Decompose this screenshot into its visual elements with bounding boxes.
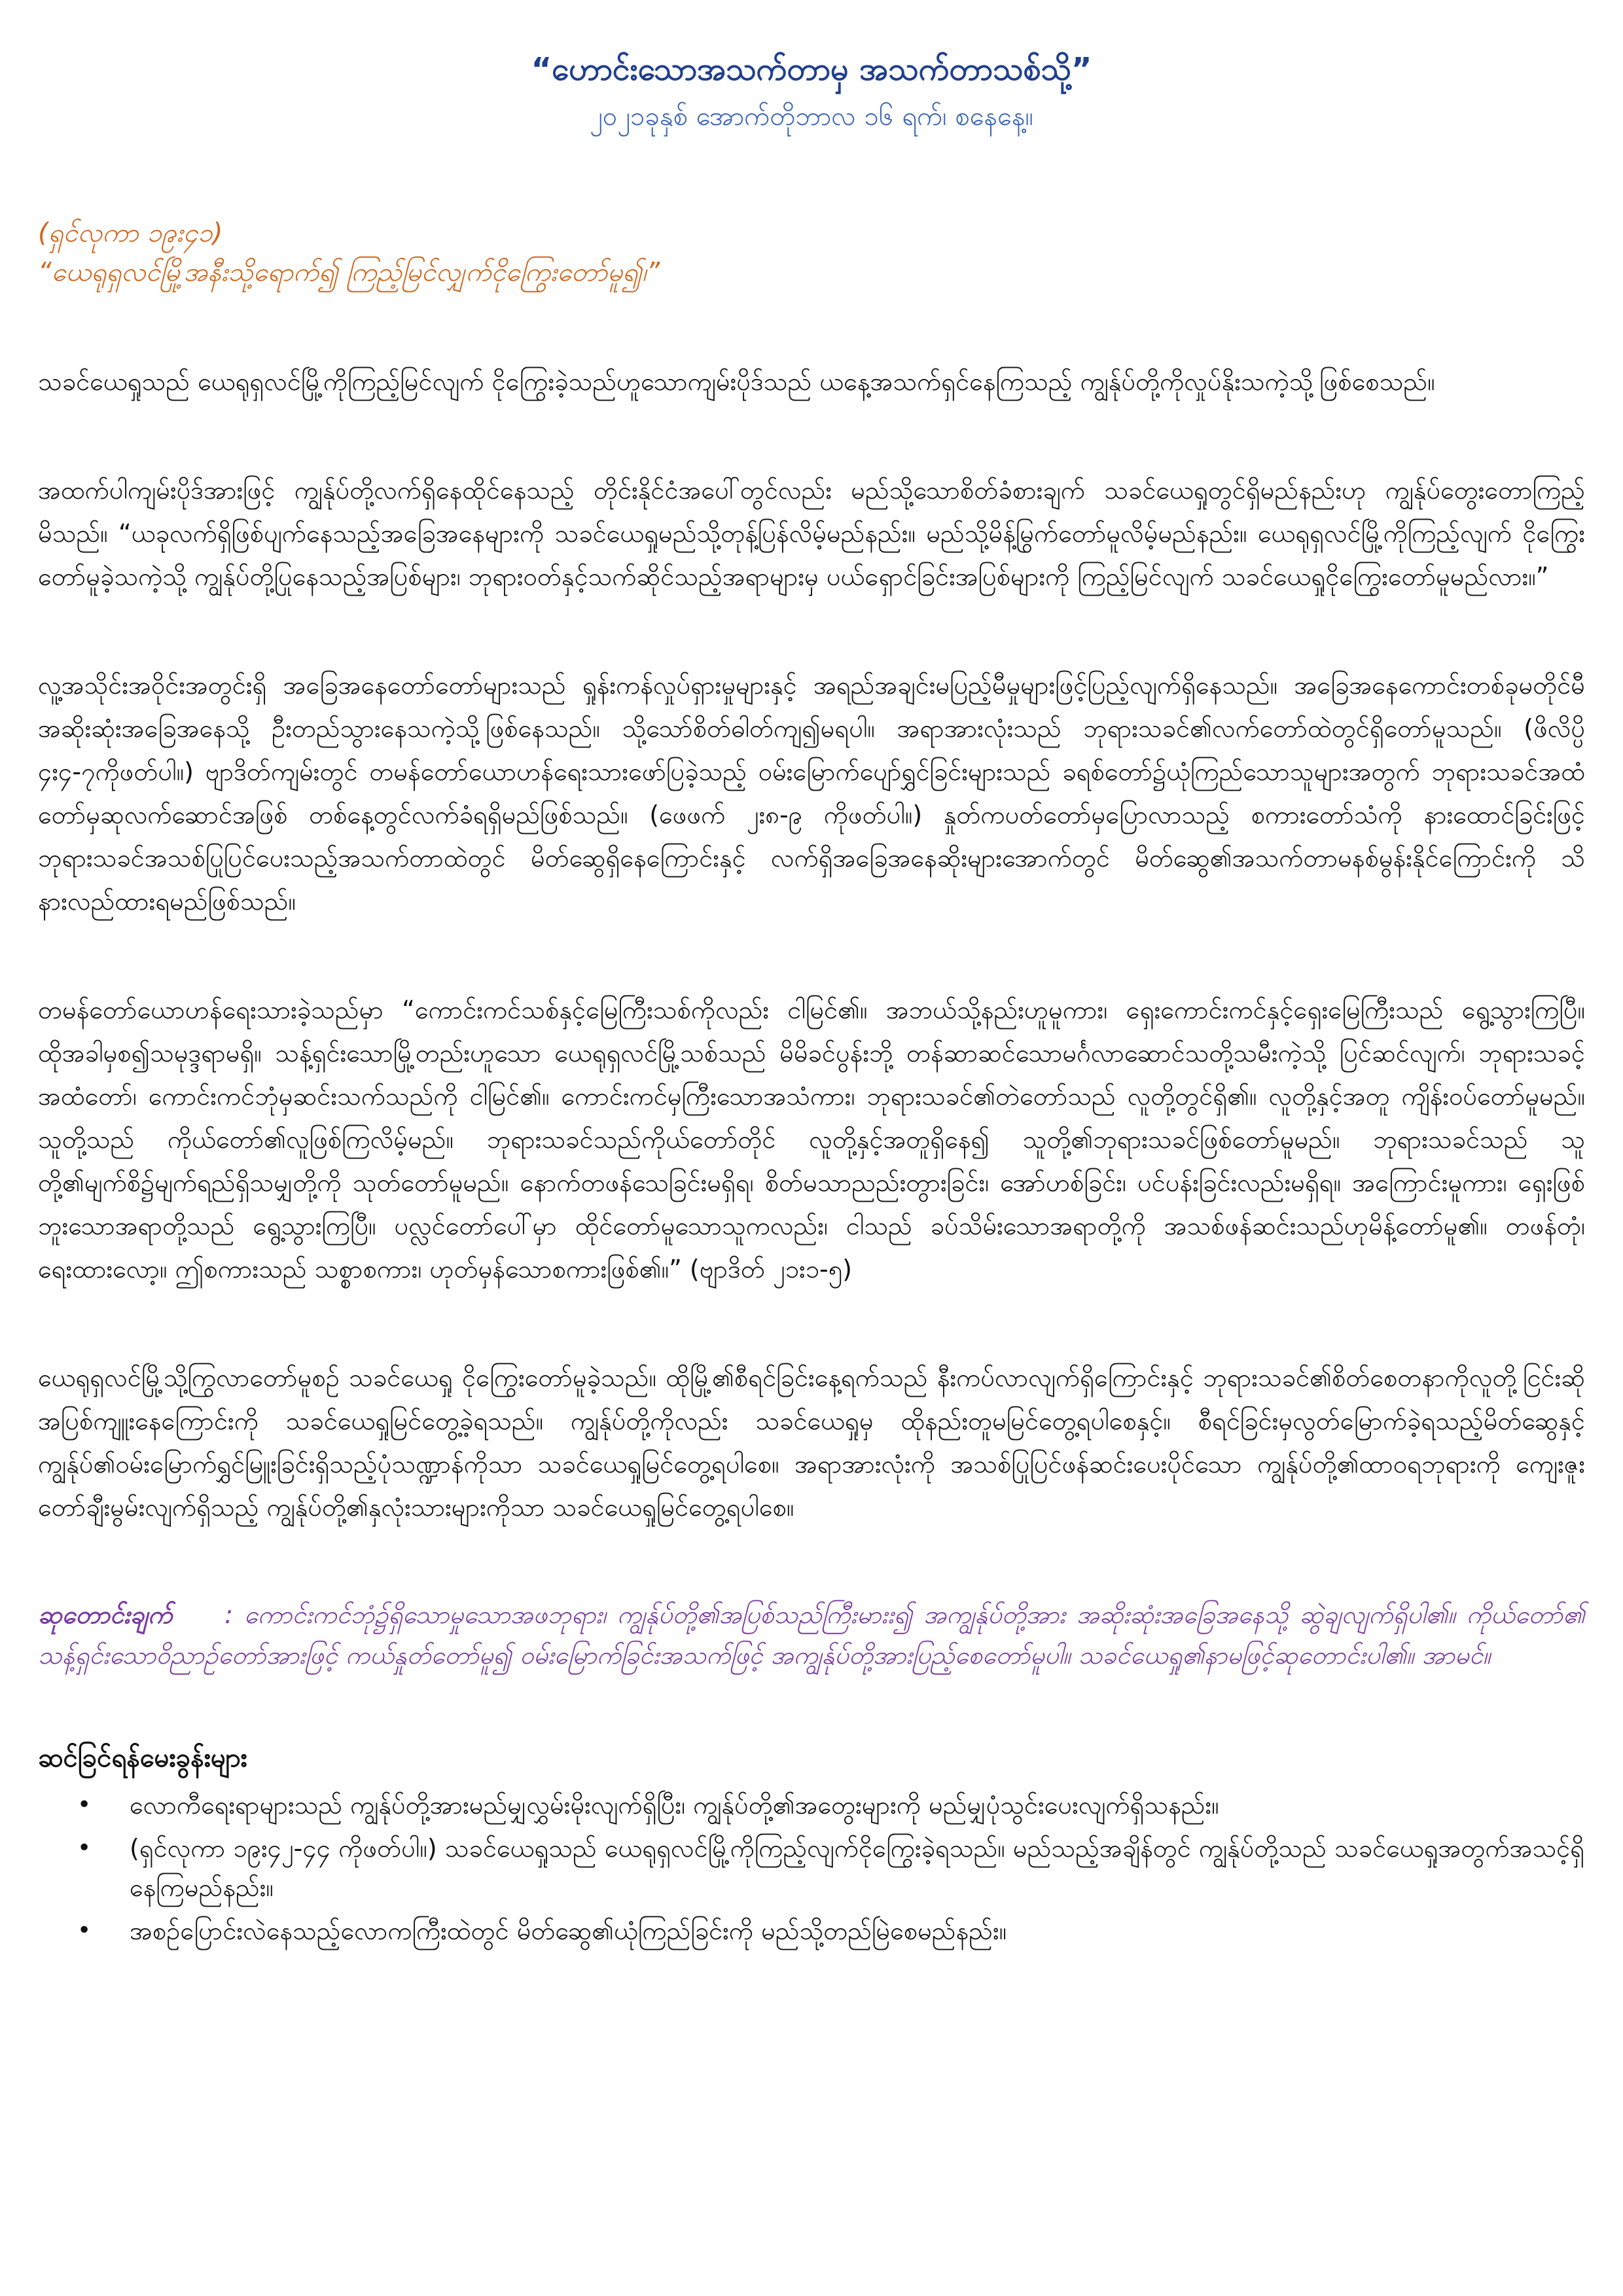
scripture-reference: (ရှင်လုကာ ၁၉း၄၁) [38, 218, 223, 248]
questions-list [38, 1785, 1585, 1950]
bullet-icon: • [77, 1791, 92, 1818]
bullet-icon: • [77, 1917, 92, 1944]
prayer-label: ဆုတောင်းချက် [38, 1600, 173, 1629]
paragraph-1: သခင်ယေရှုသည် ယေရုရှလင်မြို့ကိုကြည့်မြင်လျက် ငိုကြွေးခဲ့သည်ဟူသောကျမ်းပိုဒ်သည် ယနေ့အသက်ရှင်နေကြသည့် ကျွန်ုပ်တို့ကိုလှုပ်နိုးသကဲ့သို့ဖြစ်စေသည်။ [38, 367, 1435, 396]
paragraph-4: တမန်တော်ယောဟန်ရေးသားခဲ့သည်မှာ “ကောင်းကင်သစ်နှင့်မြေကြီးသစ်ကိုလည်း ငါမြင်၏။ အဘယ်သို့နည်းဟူမူကား၊ ရှေးကောင်းကင်နှင့်ရှေးမြေကြီးသည် ရွေ့သွားကြပြီ။ ထိုအခါမှစ၍သမုဒ္ဒရာမရှိ။ သန့်ရှင်းသောမြို့တည်းဟူသော ယေရုရှလင်မြို့သစ်သည် မိမိခင်ပွန်းဘို့ တန်ဆာဆင်သောမင်္ဂလာဆောင်သတို့သမီးကဲ့သို့ ပြင်ဆင်လျက်၊ ဘုရားသခင့်အထံတော်၊ ကောင်းကင်ဘုံမှဆင်းသက်သည်ကို ငါမြင်၏။ ကောင်းကင်မှကြီးသောအသံကား၊ ဘုရားသခင်၏တဲတော်သည် လူတို့တွင်ရှိ၏။ လူတို့နှင့်အတူ ကျိန်းဝပ်တော်မူမည်။ သူတို့သည် ကိုယ်တော်၏လူဖြစ်ကြလိမ့်မည်။ ဘုရားသခင်သည်ကိုယ်တော်တိုင် လူတို့နှင့်အတူရှိနေ၍ သူတို့၏ဘုရားသခင်ဖြစ်တော်မူမည်။ ဘုရားသခင်သည် သူတို့၏မျက်စိ၌မျက်ရည်ရှိသမျှတို့ကို သုတ်တော်မူမည်။ နောက်တဖန်သေခြင်းမရှိရ၊ စိတ်မသာညည်းတွားခြင်း၊ အော်ဟစ်ခြင်း၊ ပင်ပန်းခြင်းလည်းမရှိရ။ အကြောင်းမူကား၊ ရှေးဖြစ်ဘူးသောအရာတို့သည် ရွေ့သွားကြပြီ။ ပလ္လင်တော်ပေါ်မှာ ထိုင်တော်မူသောသူကလည်း၊ ငါသည် ခပ်သိမ်းသောအရာတို့ကို အသစ်ဖန်ဆင်းသည်ဟုမိန့်တော်မူ၏။ တဖန်တုံ၊ ရေးထားလော့။ ဤစကားသည် သစ္စာစကား၊ ဟုတ်မှန်သောစကားဖြစ်၏။” (ဗျာဒိတ် ၂၁း၁-၅) [38, 996, 1585, 1283]
questions-title: ဆင်ခြင်ရန်မေးခွန်းများ [38, 1743, 247, 1773]
question-item [77, 1829, 1585, 1907]
prayer-separator: : [224, 1600, 234, 1629]
question-item [77, 1785, 1585, 1825]
prayer-text: ကောင်းကင်ဘုံ၌ရှိသောမှုသောအဖဘုရား၊ ကျွန်ုပ်တို့၏အပြစ်သည်ကြီးမားး၍ အကျွန်ုပ်တို့အား အဆိုးဆုံးအခြေအနေသို့ ဆွဲချလျက်ရှိပါ၏။ ကိုယ်တော်၏ သန့်ရှင်းသောဝိညာဉ်တော်အားဖြင့် ကယ်နှုတ်တော်မူ၍ ဝမ်းမြောက်ခြင်းအသက်ဖြင့် အကျွန်ုပ်တို့အားပြည့်စေတော်မူပါ။ သခင်ယေရှု၏နာမဖြင့်ဆုတောင်းပါ၏။ အာမင်။ [38, 1600, 1585, 1670]
scripture-verse: “ယေရုရှလင်မြို့အနီးသို့ရောက်၍ ကြည့်မြင်လျှက်ငိုကြွေးတော်မူ၍၊” [38, 257, 660, 287]
question-text: (ရှင်လုကာ ၁၉း၄၂-၄၄ ကိုဖတ်ပါ။) သခင်ယေရှုသည် ယေရုရှလင်မြို့ကိုကြည့်လျက်ငိုကြွေးခဲ့ရသည်။ မည်သည့်အချိန်တွင် ကျွန်ုပ်တို့သည် သခင်ယေရှုအတွက်အသင့်ရှိနေကြမည်နည်း။ [130, 1834, 1585, 1902]
document-page [38, 46, 1585, 1954]
document-title: “ဟောင်းသောအသက်တာမှ အသက်တာသစ်သို့” [531, 51, 1092, 88]
paragraph-5: ယေရုရှလင်မြို့သို့ကြွလာတော်မူစဉ် သခင်ယေရှု ငိုကြွေးတော်မူခဲ့သည်။ ထိုမြို့၏စီရင်ခြင်းနေ့ရက်သည် နီးကပ်လာလျက်ရှိကြောင်းနှင့် ဘုရားသခင်၏စိတ်စေတနာကိုလူတို့ငြင်းဆိုအပြစ်ကျူးနေကြောင်းကို သခင်ယေရှုမြင်တွေ့ခဲ့ရသည်။ ကျွန်ုပ်တို့ကိုလည်း သခင်ယေရှုမှ ထိုနည်းတူမမြင်တွေ့ရပါစေနှင့်။ စီရင်ခြင်းမှလွတ်မြောက်ခဲ့ရသည့်မိတ်ဆွေနှင့်ကျွန်ုပ်၏ဝမ်းမြောက်ရွှင်မြူးခြင်းရှိသည့်ပုံသဏ္ဍာန်ကိုသာ သခင်ယေရှုမြင်တွေ့ရပါစေ။ အရာအားလုံးကို အသစ်ပြုပြင်ဖန်ဆင်းပေးပိုင်သော ကျွန်ုပ်တို့၏ထာဝရဘုရားကို ကျေးဇူးတော်ချီးမွမ်းလျက်ရှိသည့် ကျွန်ုပ်တို့၏နှလုံးသားများကိုသာ သခင်ယေရှုမြင်တွေ့ရပါစေ။ [38, 1363, 1585, 1522]
paragraph-2: အထက်ပါကျမ်းပိုဒ်အားဖြင့် ကျွန်ုပ်တို့လက်ရှိနေထိုင်နေသည့် တိုင်းနိုင်ငံအပေါ်တွင်လည်း မည်သို့သောစိတ်ခံစားချက် သခင်ယေရှုတွင်ရှိမည်နည်းဟု ကျွန်ုပ်တွေးတောကြည့်မိသည်။ “ယခုလက်ရှိဖြစ်ပျက်နေသည့်အခြေအနေများကို သခင်ယေရှုမည်သို့တုန့်ပြန်လိမ့်မည်နည်း။ မည်သို့မိန့်မြွက်တော်မူလိမ့်မည်နည်း။ ယေရုရှလင်မြို့ကိုကြည့်လျက် ငိုကြွေးတော်မူခဲ့သကဲ့သို့ ကျွန်ုပ်တို့ပြုနေသည့်အပြစ်များ၊ ဘုရားဝတ်နှင့်သက်ဆိုင်သည့်အရာများမှ ပယ်ရှောင်ခြင်းအပြစ်များကို ကြည့်မြင်လျက် သခင်ယေရှုငိုကြွေးတော်မူမည်လား။” [38, 476, 1585, 591]
prayer-section [38, 1594, 1585, 1676]
document-date: ၂၀၂၁ခုနှစ် အောက်တိုဘာလ ၁၆ ရက်၊ စနေနေ့။ [590, 101, 1033, 132]
question-item [77, 1911, 1585, 1950]
question-text: လောကီရေးရာများသည် ကျွန်ုပ်တို့အားမည်မျှလွှမ်းမိုးလျက်ရှိပြီး၊ ကျွန်ုပ်တို့၏အတွေးများကို မည်မျှပုံသွင်းပေးလျက်ရှိသနည်း။ [130, 1791, 1219, 1820]
bullet-icon: • [77, 1835, 92, 1861]
paragraph-3: လူ့အသိုင်းအဝိုင်းအတွင်းရှိ အခြေအနေတော်တော်များသည် ရှုန်းကန်လှုပ်ရှားမှုများနှင့် အရည်အချင်းမပြည့်မီမှုများဖြင့်ပြည့်လျက်ရှိနေသည်။ အခြေအနေကောင်းတစ်ခုမတိုင်မီ အဆိုးဆုံးအခြေအနေသို့ ဦးတည်သွားနေသကဲ့သို့ဖြစ်နေသည်။ သို့သော်စိတ်ဓါတ်ကျ၍မရပါ။ အရာအားလုံးသည် ဘုရားသခင်၏လက်တော်ထဲတွင်ရှိတော်မူသည်။ (ဖိလိပ္ပိ ၄း၄-၇ကိုဖတ်ပါ။) ဗျာဒိတ်ကျမ်းတွင် တမန်တော်ယောဟန်ရေးသားဖော်ပြခဲ့သည့် ဝမ်းမြောက်ပျော်ရွှင်ခြင်းများသည် ခရစ်တော်၌ယုံကြည်သောသူများအတွက် ဘုရားသခင်အထံတော်မှဆုလက်ဆောင်အဖြစ် တစ်နေ့တွင်လက်ခံရရှိမည်ဖြစ်သည်။ (ဖေဖက် ၂း၈-၉ ကိုဖတ်ပါ။) နှုတ်ကပတ်တော်မှပြောလာသည့် စကားတော်သံကို နားထောင်ခြင်းဖြင့် ဘုရားသခင်အသစ်ပြုပြင်ပေးသည့်အသက်တာထဲတွင် မိတ်ဆွေရှိနေကြောင်းနှင့် လက်ရှိအခြေအနေဆိုးများအောက်တွင် မိတ်ဆွေ၏အသက်တာမနစ်မွန်းနိုင်ကြောင်းကို သိနားလည်ထားရမည်ဖြစ်သည်။ [38, 671, 1585, 916]
question-text: အစဉ်ပြောင်းလဲနေသည့်လောကကြီးထဲတွင် မိတ်ဆွေ၏ယုံကြည်ခြင်းကို မည်သို့တည်မြဲစေမည်နည်း။ [130, 1916, 1007, 1945]
